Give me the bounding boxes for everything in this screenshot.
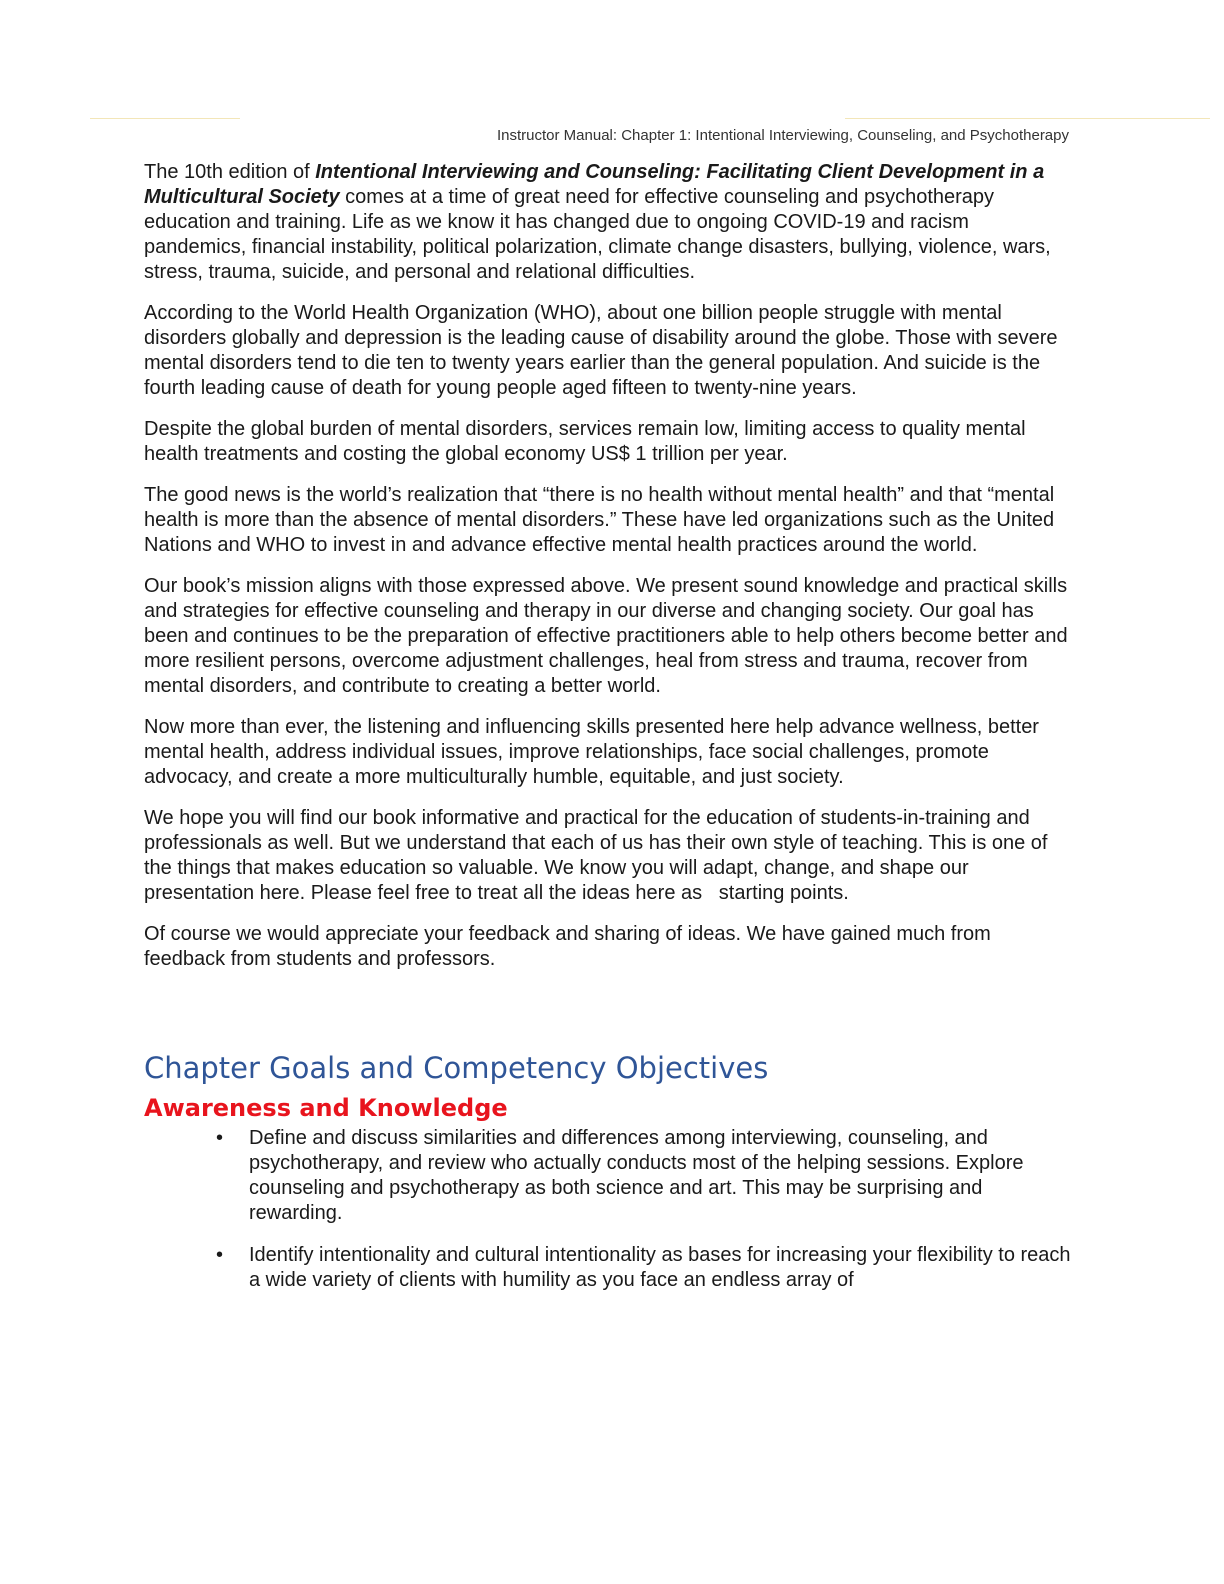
running-head: Instructor Manual: Chapter 1: Intentional Interviewing, Counseling, and Psychotherapy (497, 127, 1069, 144)
intro-paragraph-1 (144, 160, 1074, 285)
intro-lead-text: The 10th edition of (144, 161, 316, 183)
intro-paragraph-3: Despite the global burden of mental disorders, services remain low, limiting access to quality mental health treatments and costing the global economy US$ 1 trillion per year. (144, 418, 1026, 465)
header-rule-left (90, 118, 240, 119)
intro-rest-text: comes at a time of great need for effective counseling and psychotherapy education and training. Life as we know it has changed due to ongoing COVID-19 and racism pandemics, financial instability, political polarization, climate change disasters, bullying, violence, wars, stress, trauma, suicide, and personal and relational difficulties. (144, 186, 1051, 283)
list-item-text: Identify intentionality and cultural intentionality as bases for increasing your flexibility to reach a wide variety of clients with humility as you face an endless array of (249, 1244, 1071, 1291)
intro-paragraph-7: We hope you will find our book informative and practical for the education of students-in-training and professionals as well. But we understand that each of us has their own style of teaching. This is one of the things that makes education so valuable. We know you will adapt, change, and shape our presentation here. Please feel free to treat all the ideas here as starting points. (144, 807, 1054, 904)
intro-paragraph-2: According to the World Health Organization (WHO), about one billion people struggle with mental disorders globally and depression is the leading cause of disability around the globe. Those with severe mental disorders tend to die ten to twenty years earlier than the general population. And suicide is the fourth leading cause of death for young people aged fifteen to twenty-nine years. (144, 302, 1058, 399)
objectives-list (144, 1126, 1074, 1293)
intro-paragraph-6: Now more than ever, the listening and influencing skills presented here help advance wellness, better mental health, address individual issues, improve relationships, face social challenges, promote advocacy, and create a more multiculturally humble, equitable, and just society. (144, 716, 1039, 788)
section-heading: Chapter Goals and Competency Objectives (144, 1051, 769, 1085)
bullet-icon: • (216, 1244, 224, 1266)
intro-paragraph-8: Of course we would appreciate your feedback and sharing of ideas. We have gained much from feedback from students and professors. (144, 923, 991, 970)
bullet-icon: • (216, 1127, 224, 1149)
list-item-text: Define and discuss similarities and differences among interviewing, counseling, and psychotherapy, and review who actually conducts most of the helping sessions. Explore counseling and psychotherapy as both science and art. This may be surprising and rewarding. (249, 1127, 1024, 1224)
intro-paragraph-5: Our book’s mission aligns with those expressed above. We present sound knowledge and practical skills and strategies for effective counseling and therapy in our diverse and changing society. Our goal has been and continues to be the preparation of effective practitioners able to help others become better and more resilient persons, overcome adjustment challenges, heal from stress and trauma, recover from mental disorders, and contribute to creating a better world. (144, 575, 1068, 697)
intro-paragraph-4: The good news is the world’s realization that “there is no health without mental health” and that “mental health is more than the absence of mental disorders.” These have led organizations such as the United Nations and WHO to invest in and advance effective mental health practices around the world. (144, 484, 1055, 556)
list-item (216, 1243, 1074, 1293)
header-rule-right (845, 118, 1210, 119)
list-item (216, 1126, 1074, 1226)
subsection-heading: Awareness and Knowledge (144, 1094, 508, 1122)
book-title: Intentional Interviewing and Counseling: Facilitating Client Development in a Multicultural Society (144, 161, 1045, 208)
page-body (144, 160, 1074, 1310)
